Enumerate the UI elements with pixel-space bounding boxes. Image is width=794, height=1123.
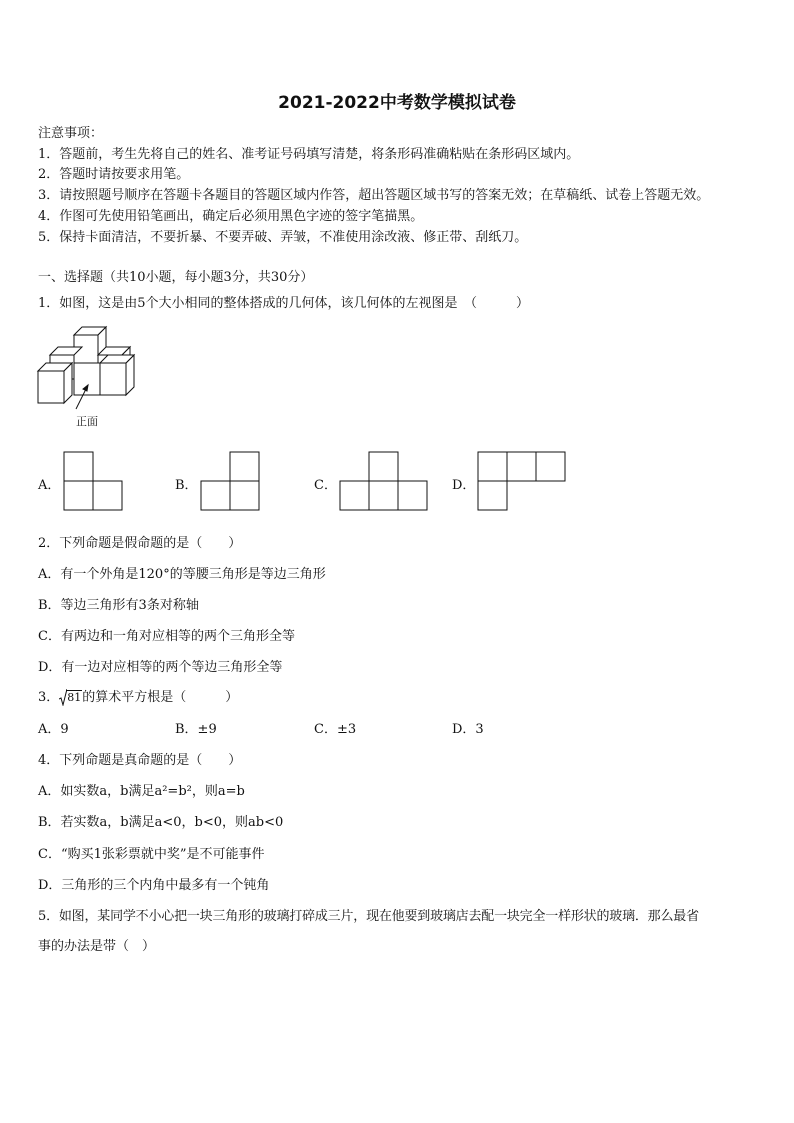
q3-option-a: A．9: [38, 722, 69, 737]
q4-option-d: D．三角形的三个内角中最多有一个钝角: [38, 878, 270, 893]
q2-option-b: B．等边三角形有3条对称轴: [38, 598, 199, 613]
q2-option-d: D．有一边对应相等的两个等边三角形全等: [38, 660, 283, 675]
q3-radicand: 81: [67, 691, 82, 704]
q1-option-d-label: D．: [452, 478, 476, 493]
question-4-stem: 4．下列命题是真命题的是（ ）: [38, 753, 242, 768]
q2-option-c: C．有两边和一角对应相等的两个三角形全等: [38, 629, 295, 644]
front-view-label: 正面: [76, 415, 98, 428]
q3-option-b: B．±9: [175, 722, 217, 737]
question-1-stem: 1．如图，这是由5个大小相同的整体搭成的几何体，该几何体的左视图是 （ ）: [38, 296, 530, 311]
q4-option-c: C．“购买1张彩票就中奖”是不可能事件: [38, 847, 265, 862]
notice-item: 2．答题时请按要求用笔。: [38, 167, 190, 182]
q4-option-a: A．如实数a，b满足a²=b²，则a=b: [38, 784, 245, 799]
question-2-stem: 2．下列命题是假命题的是（ ）: [38, 536, 242, 551]
q3-option-c: C．±3: [314, 722, 357, 737]
q1-option-b-label: B．: [175, 478, 198, 493]
q3-option-d: D．3: [452, 722, 484, 737]
q1-option-c-figure: [339, 451, 428, 511]
notice-item: 3．请按照题号顺序在答题卡各题目的答题区域内作答，超出答题区域书写的答案无效；在草稿纸、试卷上答题无效。: [38, 188, 710, 203]
question-3-stem: [38, 686, 238, 705]
section-heading: 一、选择题（共10小题，每小题3分，共30分）: [38, 270, 314, 285]
q2-option-a: A．有一个外角是120°的等腰三角形是等边三角形: [38, 567, 326, 582]
sqrt-expression: [59, 690, 82, 705]
notice-item: 4．作图可先使用铅笔画出，确定后必须用黑色字迹的签字笔描黑。: [38, 209, 424, 224]
question-5-stem-line1: 5．如图，某同学不小心把一块三角形的玻璃打碎成三片，现在他要到玻璃店去配一块完全一样形状的玻璃．那么最省: [38, 909, 699, 924]
notice-item: 1．答题前，考生先将自己的姓名、准考证号码填写清楚，将条形码准确粘贴在条形码区域内。: [38, 147, 580, 162]
q3-suffix: 的算术平方根是（ ）: [82, 690, 239, 705]
notice-heading: 注意事项：: [38, 126, 104, 141]
q1-option-b-figure: [200, 451, 260, 511]
page-title: 2021-2022中考数学模拟试卷: [278, 93, 516, 113]
notice-item: 5．保持卡面清洁，不要折暴、不要弄破、弄皱，不准使用涂改液、修正带、刮纸刀。: [38, 230, 528, 245]
q1-option-a-figure: [63, 451, 123, 511]
q4-option-b: B．若实数a，b满足a<0，b<0，则ab<0: [38, 815, 284, 830]
q1-option-c-label: C．: [314, 478, 337, 493]
q1-option-d-figure: [477, 451, 566, 511]
q3-prefix: 3．: [38, 690, 60, 705]
q1-option-a-label: A．: [38, 478, 61, 493]
question-5-stem-line2: 事的办法是带（ ）: [38, 939, 156, 954]
